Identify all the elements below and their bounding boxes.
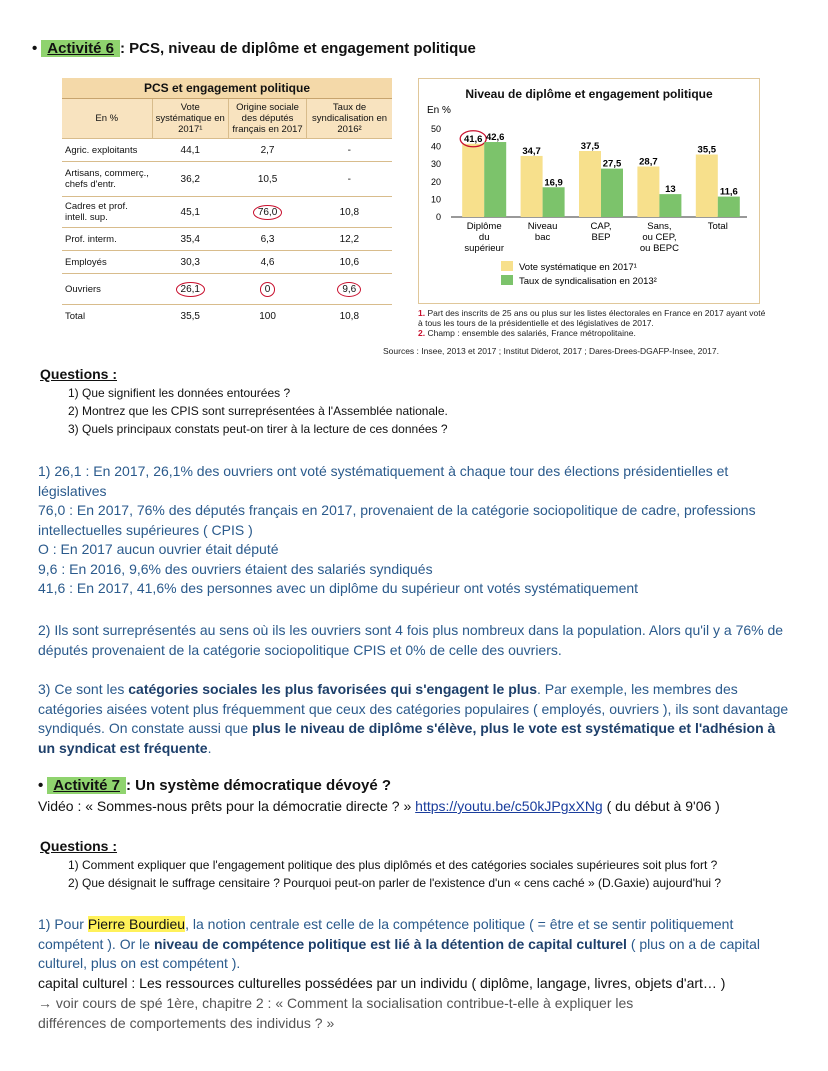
circled-value: 9,6	[337, 282, 361, 297]
chart-title: Niveau de diplôme et engagement politique	[465, 87, 713, 101]
text: , la notion centrale est celle de la compétence politique ( = être et se sentir politiquement compétent ). Or le	[38, 916, 734, 952]
category-label: CAP,	[590, 221, 612, 232]
cell: 44,1	[152, 139, 229, 162]
category-label: Niveau	[527, 221, 558, 232]
answer-7-1	[38, 915, 793, 974]
data-label: 27,5	[602, 158, 622, 170]
row-label: Cadres et prof. intell. sup.	[62, 197, 152, 228]
note-1-text: Part des inscrits de 25 ans ou plus sur les listes électorales en France en 2017 ayant voté à tous les tours de la présidentielle et des législatives de 2017.	[418, 308, 766, 328]
y-tick-label: 20	[430, 176, 441, 187]
bar	[462, 144, 484, 217]
answer-line: 1) 26,1 : En 2017, 26,1% des ouvriers ont voté systématiquement à chaque tour des élections présidentielles et législatives	[38, 463, 729, 499]
video-line	[38, 798, 720, 814]
questions7-list	[68, 856, 721, 892]
activity6-heading: : PCS, niveau de diplôme et engagement politique	[119, 40, 476, 57]
activity7-title	[38, 777, 391, 794]
cell: 35,5	[152, 305, 229, 328]
note-1: 1. Part des inscrits de 25 ans ou plus sur les listes électorales en France en 2017 ayant voté à tous les tours de la présidentielle et des législatives de 2017.	[418, 308, 766, 328]
course-reference: → voir cours de spé 1ère, chapitre 2 : « Comment la socialisation contribue-t-elle à expliquer les différences de comportements des individus ? »	[38, 995, 634, 1031]
table-row	[62, 274, 392, 305]
cell: 10,5	[229, 162, 307, 197]
row-label: Agric. exploitants	[62, 139, 152, 162]
category-label: Sans,	[647, 221, 672, 232]
row-label: Prof. interm.	[62, 228, 152, 251]
category-label: supérieur	[464, 243, 505, 254]
bar	[543, 187, 565, 217]
bar	[718, 197, 740, 217]
bar	[484, 142, 506, 217]
emphasis: catégories sociales les plus favorisées qui s'engagent le plus	[128, 681, 537, 697]
category-label: bac	[534, 232, 551, 243]
circled-value: 26,1	[176, 282, 205, 297]
data-label: 42,6	[485, 132, 505, 144]
data-label: 34,7	[522, 145, 541, 157]
text: 1) Pour	[38, 916, 88, 932]
cell	[307, 274, 392, 305]
y-axis-label: En %	[427, 105, 451, 116]
question-item: 3) Quels principaux constats peut-on tirer à la lecture de ces données ?	[68, 422, 448, 436]
cell: 10,8	[307, 305, 392, 328]
bar	[659, 194, 681, 217]
video-link[interactable]: https://youtu.be/c50kJPgxXNg	[415, 798, 603, 814]
question-item: 1) Comment expliquer que l'engagement politique des plus diplômés et des catégories sociales supérieures soit plus fort ?	[68, 858, 718, 872]
highlighted-name: Pierre Bourdieu	[87, 916, 186, 932]
legend-label: Vote systématique en 2017¹	[519, 262, 637, 273]
emphasis: niveau de compétence politique est lié à la détention de capital culturel	[153, 935, 627, 952]
text: ( plus on a de capital culturel, plus on est compétent ).	[38, 935, 761, 971]
emphasis: plus le niveau de diplôme s'élève, plus le vote est systématique et l'adhésion à un syndicat est fréquente	[38, 720, 776, 756]
row-label: Total	[62, 305, 152, 328]
answer-1	[38, 462, 798, 599]
data-label: 16,9	[544, 177, 563, 189]
table-header: Taux de syndicalisation en 2016²	[307, 99, 392, 139]
data-label: 35,5	[697, 144, 717, 156]
bar	[601, 169, 623, 217]
table-header: Origine sociale des députés français en 2017	[229, 99, 307, 139]
category-label: du	[478, 232, 490, 243]
cell: 6,3	[229, 228, 307, 251]
bar	[579, 151, 601, 217]
row-label: Artisans, commerç., chefs d'entr.	[62, 162, 152, 197]
data-label: 13	[665, 184, 676, 196]
cell: 30,3	[152, 251, 229, 274]
cell: 10,8	[307, 197, 392, 228]
table-row	[62, 251, 392, 274]
definition: capital culturel : Les ressources culturelles possédées par un individu ( diplôme, langage, livres, objets d'art… )	[38, 975, 726, 991]
bar	[521, 156, 543, 217]
cell: 12,2	[307, 228, 392, 251]
note-2-text: Champ : ensemble des salariés, France métropolitaine.	[427, 328, 636, 338]
answer-line: 41,6 : En 2017, 41,6% des personnes avec un diplôme du supérieur ont votés systématiquement	[38, 580, 639, 596]
cell: 100	[229, 305, 307, 328]
cell: -	[307, 162, 392, 197]
table-row	[62, 228, 392, 251]
activity7-label: Activité 7	[47, 777, 126, 794]
text: . Par exemple, les membres des catégories aisées votent plus fréquemment que ceux des catégories populaires ( employés, ouvriers ), ils sont davantage syndiqués. On constate aussi que	[38, 681, 789, 736]
activity6-title	[32, 40, 476, 57]
cell: 45,1	[152, 197, 229, 228]
table-row	[62, 305, 392, 328]
table-row	[62, 162, 392, 197]
category-label: ou CEP,	[642, 232, 677, 243]
answer-line: O : En 2017 aucun ouvrier était député	[38, 541, 279, 557]
activity7-heading: : Un système démocratique dévoyé ?	[125, 777, 392, 794]
video-text: Vidéo : « Sommes-nous prêts pour la démocratie directe ? »	[38, 798, 416, 814]
answer-2: 2) Ils sont surreprésentés au sens où ils les ouvriers sont 4 fois plus nombreux dans la population. Alors qu'il y a 76% de députés provenaient de la catégorie sociopolitique CPIS et 0% de celle des ouvriers.	[38, 622, 784, 658]
questions6-heading: Questions :	[40, 366, 118, 382]
category-label: Diplôme	[466, 221, 502, 232]
cell: 35,4	[152, 228, 229, 251]
cell: 2,7	[229, 139, 307, 162]
chart-notes	[418, 308, 768, 338]
row-label: Ouvriers	[62, 274, 152, 305]
sources: Sources : Insee, 2013 et 2017 ; Institut Diderot, 2017 ; Dares-Drees-DGAFP-Insee, 2017.	[383, 346, 719, 356]
text: .	[207, 739, 212, 756]
cell: 4,6	[229, 251, 307, 274]
category-label: Total	[707, 221, 728, 232]
chart-svg	[419, 101, 759, 301]
legend-swatch	[501, 261, 513, 271]
cell	[229, 274, 307, 305]
table-row	[62, 139, 392, 162]
questions6-list	[68, 384, 448, 438]
cell	[152, 274, 229, 305]
cell	[229, 197, 307, 228]
note-2: 2. Champ : ensemble des salariés, France métropolitaine.	[418, 328, 636, 338]
text: 3) Ce sont les	[38, 681, 129, 697]
y-tick-label: 40	[430, 141, 441, 152]
table-title: PCS et engagement politique	[62, 78, 392, 99]
video-text: ( du début à 9'06 )	[602, 798, 720, 814]
question-item: 2) Que désignait le suffrage censitaire ? Pourquoi peut-on parler de l'existence d'un « cens caché » (D.Gaxie) aujourd'hui ?	[68, 876, 722, 890]
answer-line: 9,6 : En 2016, 9,6% des ouvriers étaient des salariés syndiqués	[38, 560, 433, 577]
table-header: En %	[62, 99, 152, 139]
table-header: Vote systématique en 2017¹	[152, 99, 229, 139]
pcs-data-table	[62, 99, 392, 327]
circled-value: 0	[260, 282, 276, 297]
y-tick-label: 50	[430, 124, 441, 134]
bar	[637, 166, 659, 217]
data-label: 41,6	[463, 133, 483, 145]
data-label: 37,5	[580, 141, 600, 152]
questions7-heading: Questions :	[40, 838, 118, 854]
legend-label: Taux de syndicalisation en 2013²	[519, 276, 657, 287]
category-label: ou BEPC	[639, 243, 679, 254]
category-label: BEP	[591, 232, 611, 243]
answer-3	[38, 680, 793, 758]
row-label: Employés	[62, 251, 152, 274]
circled-value: 76,0	[253, 205, 282, 220]
question-item: 2) Montrez que les CPIS sont surreprésentées à l'Assemblée nationale.	[68, 404, 448, 418]
legend-swatch	[501, 275, 513, 285]
y-tick-label: 30	[430, 159, 441, 170]
y-tick-label: 0	[435, 212, 441, 222]
bullet: •	[32, 40, 38, 57]
pcs-table	[62, 78, 392, 327]
bullet: •	[38, 777, 44, 794]
activity6-label: Activité 6	[41, 40, 120, 57]
diploma-chart	[418, 78, 760, 304]
question-item: 1) Que signifient les données entourées ?	[68, 386, 291, 400]
y-tick-label: 10	[430, 194, 441, 205]
bar	[696, 155, 718, 217]
table-row	[62, 197, 392, 228]
data-label: 28,7	[639, 156, 658, 168]
data-label: 11,6	[719, 186, 738, 198]
cell: 36,2	[152, 162, 229, 197]
cell: -	[307, 139, 392, 162]
cell: 10,6	[307, 251, 392, 274]
answer-line: 76,0 : En 2017, 76% des députés français en 2017, provenaient de la catégorie sociopolitique de cadre, professions intellectuelles supérieures ( CPIS )	[38, 502, 756, 538]
